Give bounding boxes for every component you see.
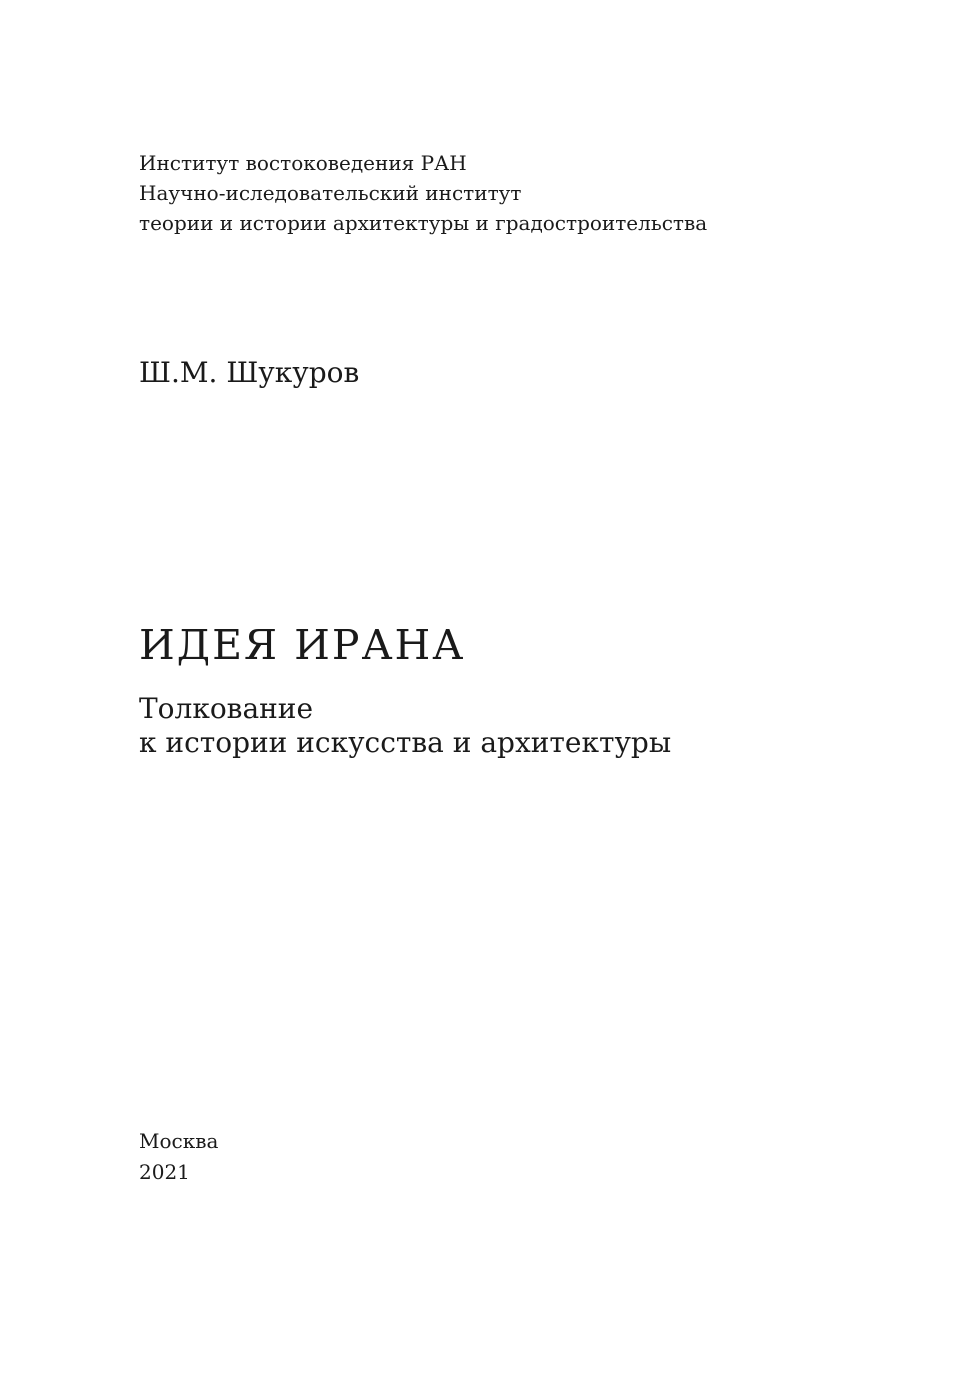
book-subtitle bbox=[139, 692, 671, 760]
subtitle-line: Толкование bbox=[139, 692, 314, 725]
imprint-year: 2021 bbox=[139, 1160, 190, 1184]
institution-line: теории и истории архитектуры и градостроительства bbox=[139, 211, 708, 235]
author-name: Ш.М. Шукуров bbox=[139, 356, 360, 389]
imprint-block bbox=[139, 1126, 218, 1188]
institution-line: Институт востоковедения РАН bbox=[139, 151, 467, 175]
institution-line: Научно-иследовательский институт bbox=[139, 181, 522, 205]
imprint-city: Москва bbox=[139, 1129, 219, 1153]
subtitle-line: к истории искусства и архитектуры bbox=[139, 726, 672, 759]
institutions-block bbox=[139, 148, 707, 238]
book-title: ИДЕЯ ИРАНА bbox=[139, 621, 466, 669]
